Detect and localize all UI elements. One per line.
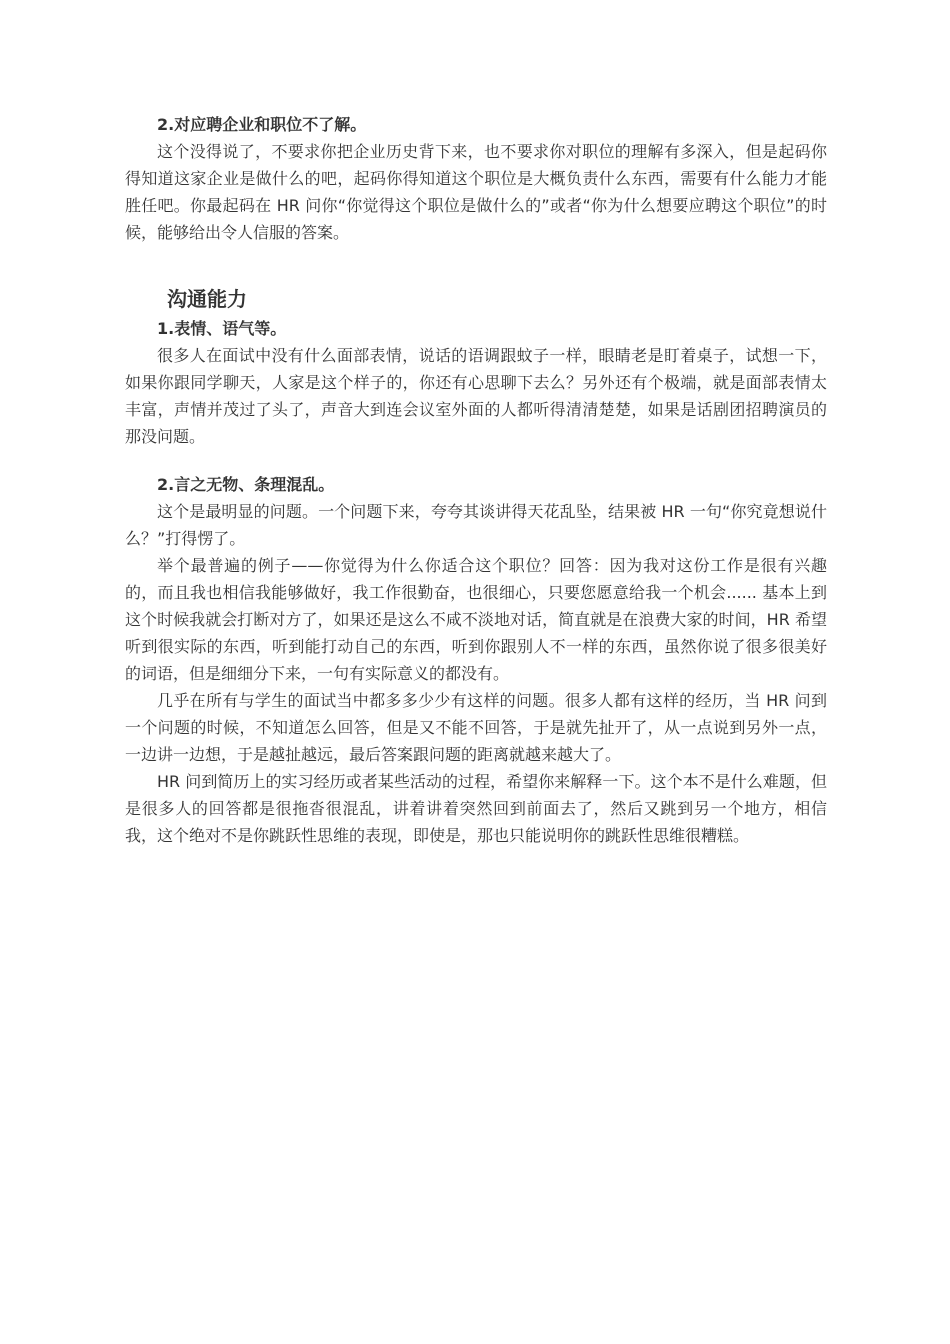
paragraph: 这个没得说了，不要求你把企业历史背下来，也不要求你对职位的理解有多深入，但是起码你得知道这家企业是做什么的吧，起码你得知道这个职位是大概负责什么东西，需要有什么能力才能胜任吧。你最起码在 HR 问你“你觉得这个职位是做什么的”或者“你为什么想要应聘这个职位”的时候，能够给出令人信服的答案。: [125, 142, 827, 242]
document-page: [125, 112, 827, 849]
subheading-understanding-company: 2.对应聘企业和职位不了解。: [157, 115, 367, 134]
spacer: [125, 450, 827, 472]
paragraph: 举个最普遍的例子——你觉得为什么你适合这个职位？回答：因为我对这份工作是很有兴趣的，而且我也相信我能够做好，我工作很勤奋，也很细心，只要您愿意给我一个机会...... 基本上到这个时候我就会打断对方了，如果还是这么不咸不淡地对话，简直就是在浪费大家的时间，HR 希望听到很实际的东西，听到能打动自己的东西，听到你跟别人不一样的东西，虽然你说了很多很美好的词语，但是细细分下来，一句有实际意义的都没有。: [125, 556, 827, 683]
paragraph: 几乎在所有与学生的面试当中都多多少少有这样的问题。很多人都有这样的经历，当 HR 问到一个问题的时候，不知道怎么回答，但是又不能不回答，于是就先扯开了，从一点说到另外一点，一边讲一边想，于是越扯越远，最后答案跟问题的距离就越来越大了。: [125, 691, 827, 764]
paragraph: 这个是最明显的问题。一个问题下来，夸夸其谈讲得天花乱坠，结果被 HR 一句“你究竟想说什么？”打得愣了。: [125, 502, 827, 548]
paragraph: 很多人在面试中没有什么面部表情，说话的语调跟蚊子一样，眼睛老是盯着桌子，试想一下，如果你跟同学聊天，人家是这个样子的，你还有心思聊下去么？另外还有个极端，就是面部表情太丰富，声情并茂过了头了，声音大到连会议室外面的人都听得清清楚楚，如果是话剧团招聘演员的那没问题。: [125, 346, 827, 446]
section-title-communication: 沟通能力: [167, 287, 247, 311]
paragraph: HR 问到简历上的实习经历或者某些活动的过程，希望你来解释一下。这个本不是什么难题，但是很多人的回答都是很拖沓很混乱，讲着讲着突然回到前面去了，然后又跳到另一个地方，相信我，这个绝对不是你跳跃性思维的表现，即使是，那也只能说明你的跳跃性思维很糟糕。: [125, 772, 827, 845]
subheading-no-substance: 2.言之无物、条理混乱。: [157, 475, 335, 494]
subheading-expression-tone: 1.表情、语气等。: [157, 319, 287, 338]
